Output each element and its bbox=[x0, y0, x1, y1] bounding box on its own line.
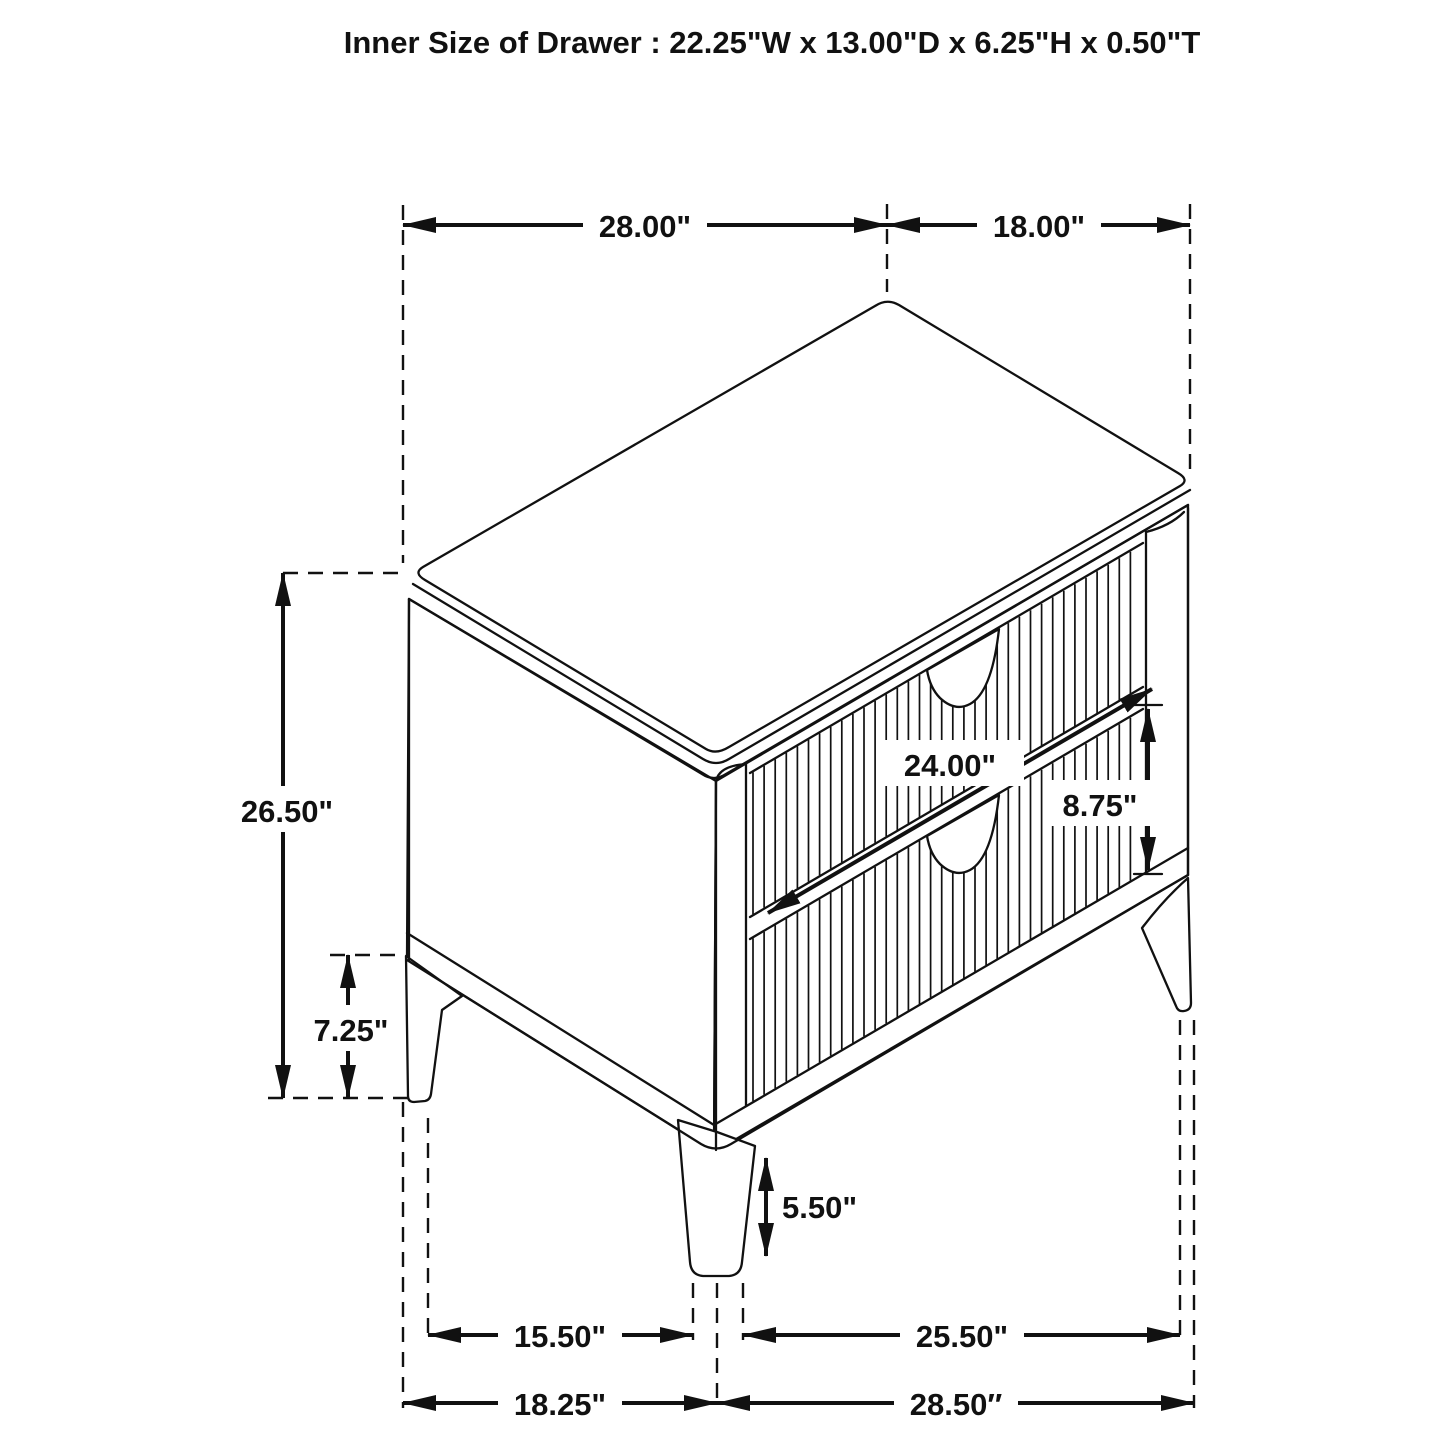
dim-drawer-front-height-label: 8.75" bbox=[1062, 788, 1138, 823]
dim-base-height-label: 7.25" bbox=[313, 1013, 389, 1048]
dim-top-width-label: 28.00" bbox=[598, 209, 692, 244]
dim-legs-inner-right-label: 25.50" bbox=[915, 1319, 1009, 1354]
dim-footprint-left-label: 18.25" bbox=[513, 1387, 607, 1422]
dim-overall-height-label: 26.50" bbox=[240, 794, 334, 829]
dim-footprint-right-label: 28.50″ bbox=[909, 1387, 1003, 1422]
dim-legs-inner-left-label: 15.50" bbox=[513, 1319, 607, 1354]
diagram-title: Inner Size of Drawer : 22.25"W x 13.00"D x 6.25"H x 0.50"T bbox=[343, 25, 1201, 60]
dim-top-depth-label: 18.00" bbox=[992, 209, 1086, 244]
dim-drawer-width-label: 24.00" bbox=[903, 748, 997, 783]
dim-leg-height-label: 5.50" bbox=[782, 1190, 858, 1225]
